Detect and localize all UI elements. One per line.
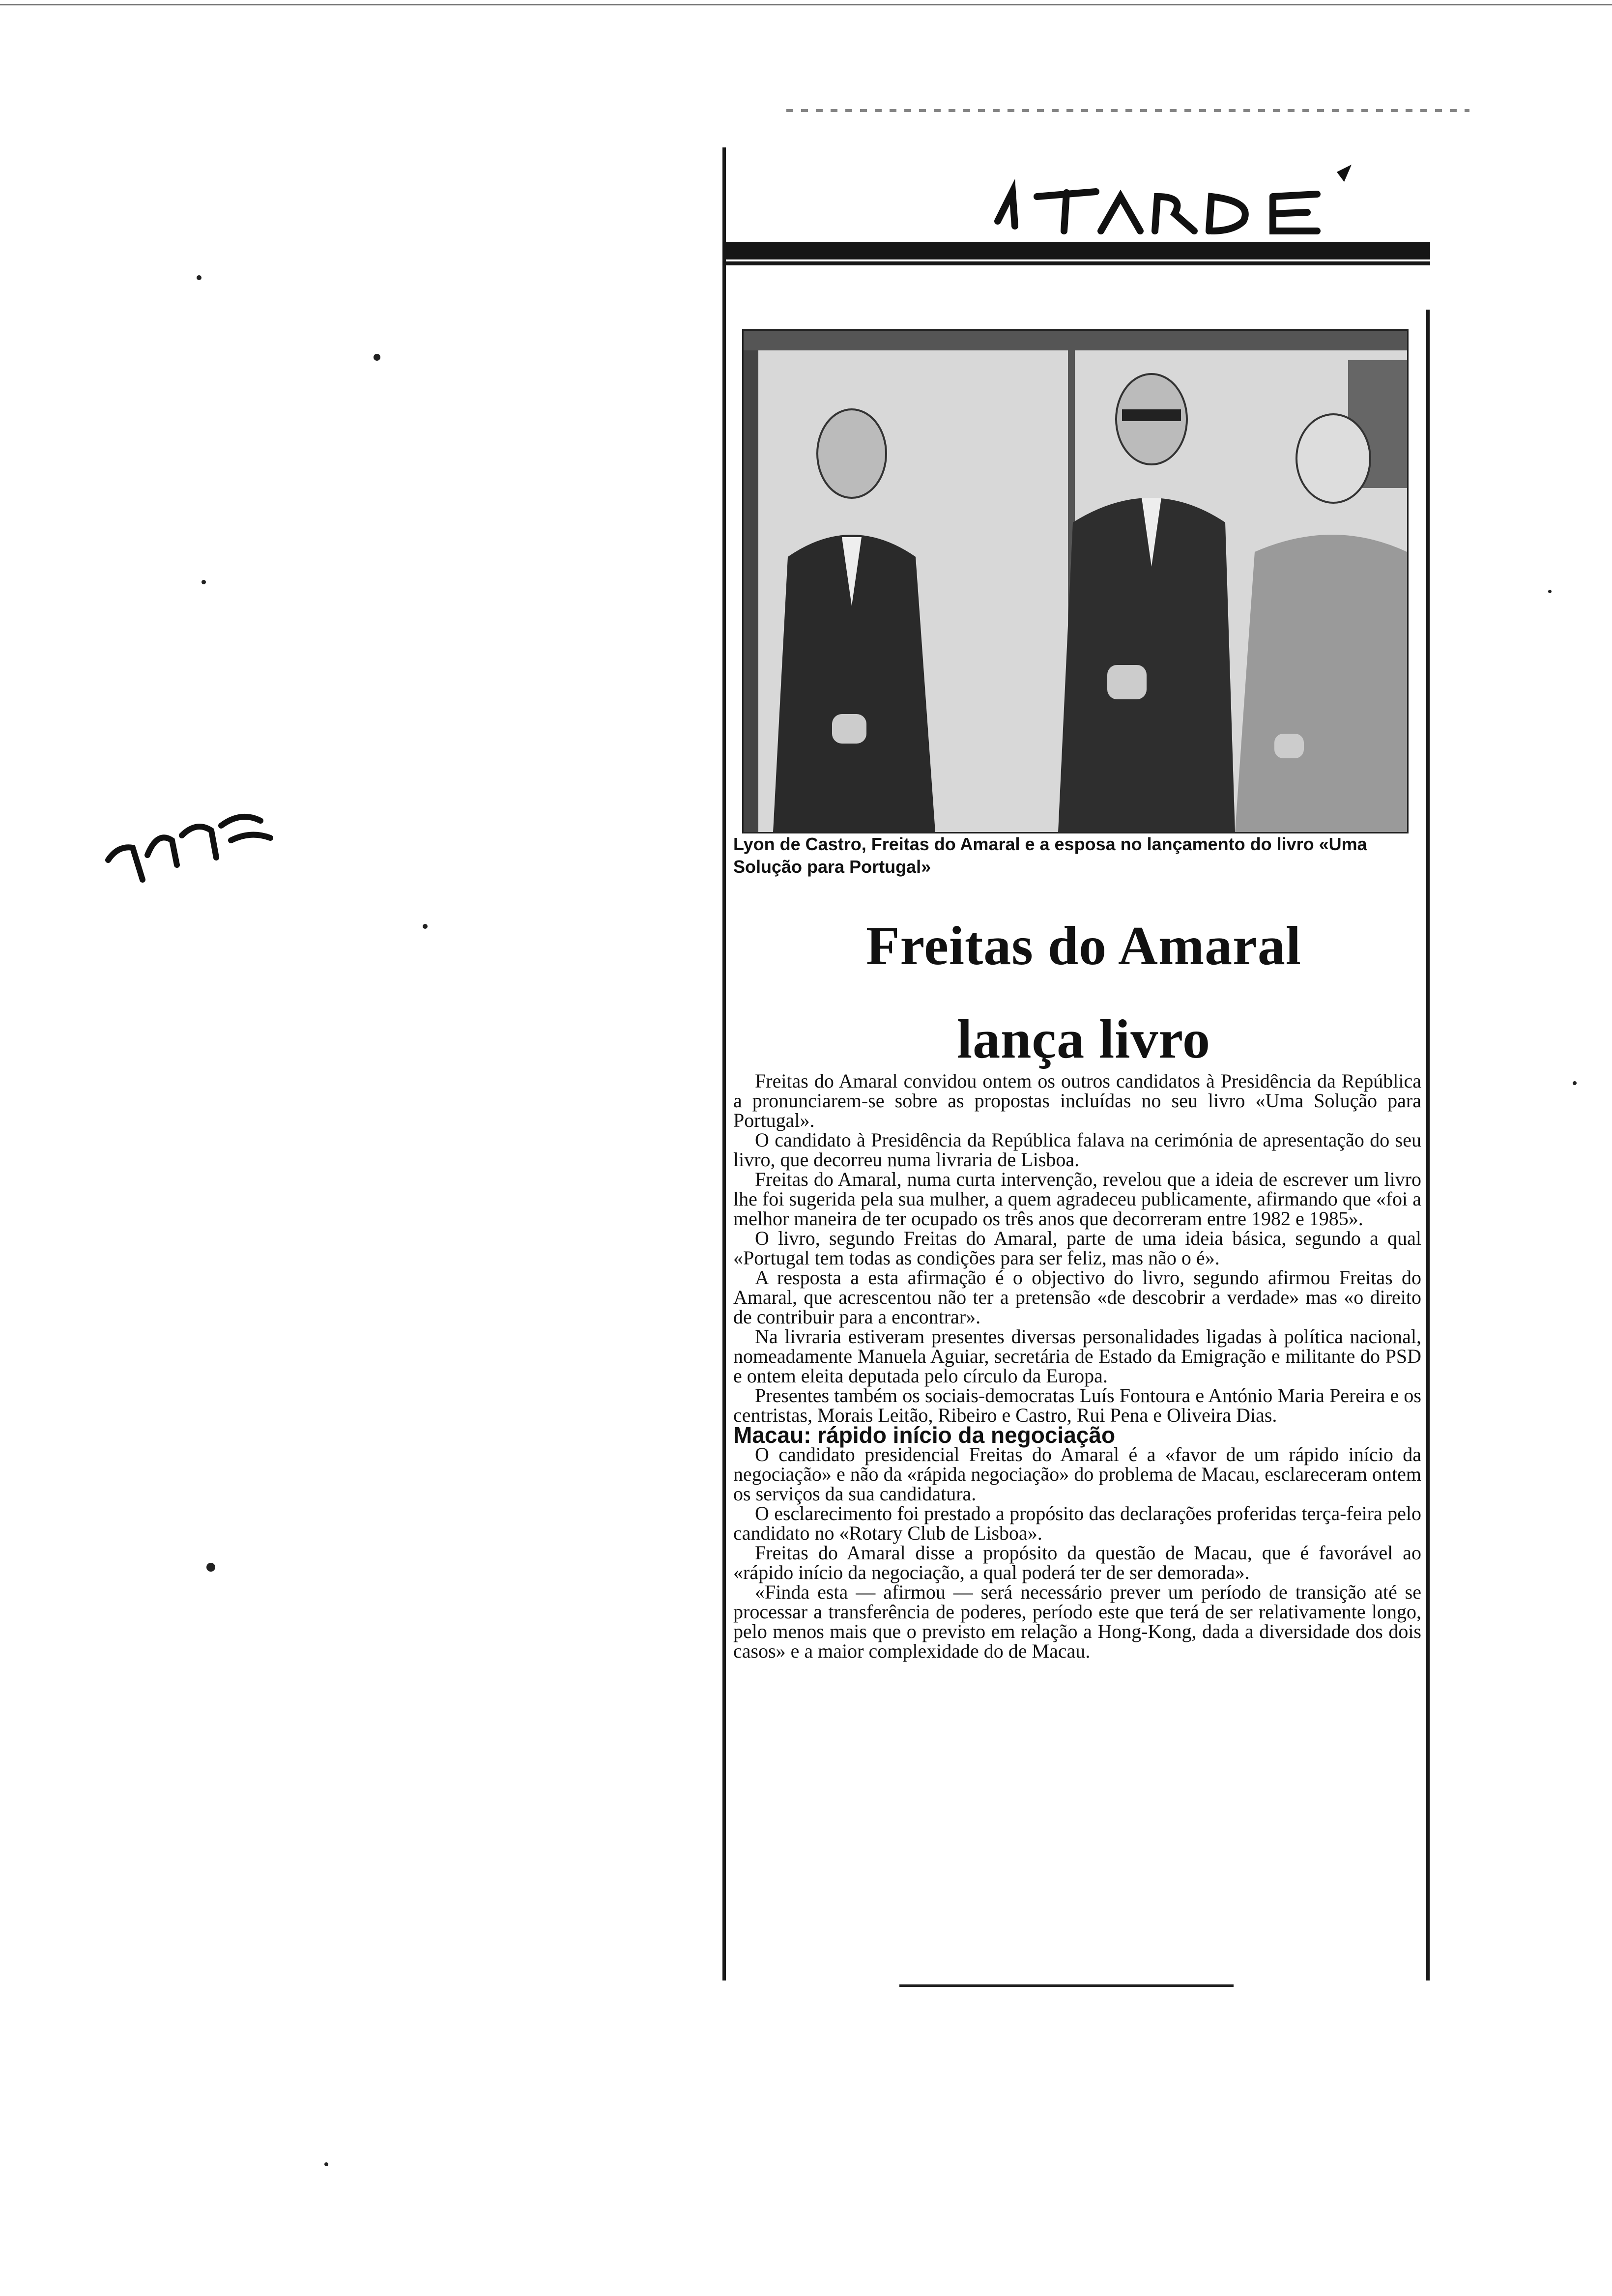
event-photo (742, 329, 1409, 833)
article-paragraph: Freitas do Amaral disse a propósito da questão de Macau, que é favorável ao «rápido início da negociação, a qual poderá ter de ser demorada». (733, 1542, 1421, 1583)
newspaper-clipping (722, 147, 1445, 1980)
clipping-left-border (722, 147, 726, 1980)
scan-speck (1573, 1081, 1577, 1085)
article-end-rule (899, 1984, 1234, 1987)
scan-top-edge (0, 4, 1612, 5)
scan-speck (324, 2162, 328, 2166)
article-body (733, 1071, 1421, 1661)
article-subheading: Macau: rápido início da negociação (733, 1422, 1116, 1448)
article-paragraph: A resposta a esta afirmação é o objectivo do livro, segundo afirmou Freitas do Amaral, que acrescentou não ter a pretensão «de descobrir a verdade» mas «o direito de contribuir para a encontrar». (733, 1266, 1421, 1328)
article-paragraph: Freitas do Amaral convidou ontem os outros candidatos à Presidência da República a pronunciarem-se sobre as propostas incluídas no seu livro «Uma Solução para Portugal». (733, 1070, 1421, 1131)
handwritten-masthead-logo (978, 162, 1361, 241)
article-headline (742, 899, 1425, 1086)
scan-dashed-line (786, 109, 1469, 112)
headline-line-1: Freitas do Amaral (866, 916, 1301, 976)
headline-line-2: lança livro (956, 1009, 1211, 1070)
three-people-photo-icon (744, 331, 1407, 832)
article-paragraph: O esclarecimento foi prestado a propósito das declarações proferidas terça-feira pelo candidato no «Rotary Club de Lisboa». (733, 1502, 1421, 1544)
article-paragraph: O candidato à Presidência da República falava na cerimónia de apresentação do seu livro, que decorreu numa livraria de Lisboa. (733, 1129, 1421, 1171)
article-paragraph: O candidato presidencial Freitas do Amaral é a «favor de um rápido início da negociação» e não da «rápida negociação» do problema de Macau, esclareceram ontem os serviços da sua candidatura. (733, 1443, 1421, 1505)
masthead-rule (722, 242, 1430, 259)
scan-speck (1548, 590, 1552, 593)
article-paragraph: Freitas do Amaral, numa curta intervenção, revelou que a ideia de escrever um livro lhe foi sugerida pela sua mulher, a quem agradeceu publicamente, afirmando que «foi a melhor maneira de ter ocupado os três anos que decorreram entre 1982 e 1985». (733, 1168, 1421, 1230)
article-paragraph: Presentes também os sociais-democratas Luís Fontoura e António Maria Pereira e os centristas, Morais Leitão, Ribeiro e Castro, Rui Pena e Oliveira Dias. (733, 1384, 1421, 1426)
scan-speck (206, 1563, 215, 1572)
scan-speck (374, 354, 380, 361)
article-paragraph: O livro, segundo Freitas do Amaral, parte de uma ideia básica, segundo a qual «Portugal tem todas as condições para ser feliz, mas não o é». (733, 1227, 1421, 1269)
scan-speck (197, 275, 202, 280)
photo-caption: Lyon de Castro, Freitas do Amaral e a esposa no lançamento do livro «Uma Solução para Portugal» (733, 834, 1367, 877)
article-paragraph: «Finda esta — afirmou — será necessário prever um período de transição até se processar a transferência de poderes, período este que terá de ser relativamente longo, pelo menos mais que o previsto em relação a Hong-Kong, dada a diversidade dos dois casos» e a maior complexidade do de Macau. (733, 1581, 1421, 1662)
article-paragraph: Na livraria estiveram presentes diversas personalidades ligadas à política nacional, nomeadamente Manuela Aguiar, secretária de Estado da Emigração e militante do PSD e ontem eleita deputada pelo círculo da Europa. (733, 1325, 1421, 1387)
scan-speck (423, 924, 428, 929)
handwritten-annotation (103, 811, 280, 894)
scan-speck (202, 580, 206, 584)
masthead-rule-thin (722, 261, 1430, 265)
clipping-right-border (1426, 310, 1430, 1980)
